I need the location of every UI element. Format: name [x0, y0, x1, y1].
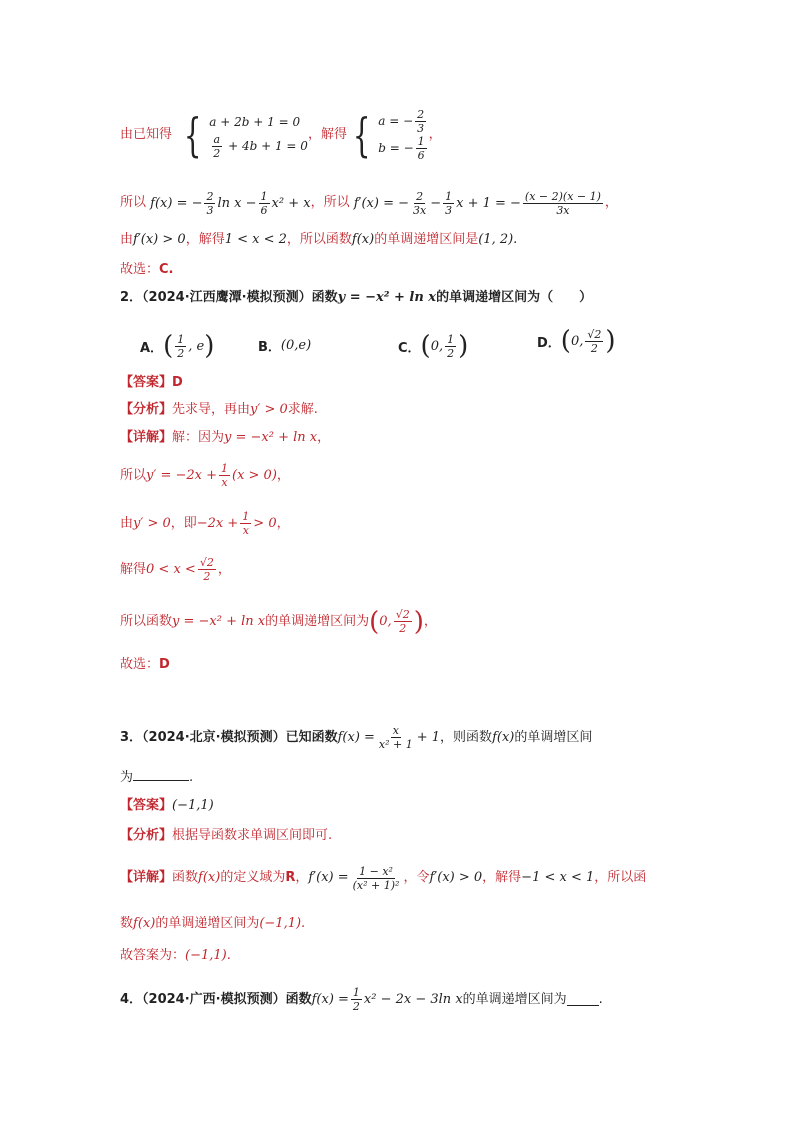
q2-choice: 故选：D	[120, 657, 170, 672]
system-solution: { a = − $\frac{2}{3}$ b = − $\frac{1}{6}$	[347, 108, 429, 162]
q2-detail: 【详解】解：因为y = −x² + ln x，	[120, 430, 331, 445]
q4-stem: 4．（2024·广西·模拟预测）函数 f(x) = $\frac{1}{2}$ x² − 2x − 3ln x 的单调递增区间为 .	[120, 986, 603, 1013]
sol1-intro: 由已知得	[120, 127, 173, 142]
q3-answer: 【答案】(−1,1)	[120, 798, 214, 813]
q2-answer: 【答案】D	[120, 375, 183, 390]
sol1-choice: 故选：C.	[120, 262, 174, 277]
sol-b: b = − $\frac{1}{6}$	[378, 135, 425, 162]
eq1: a + 2b + 1 = 0	[209, 114, 301, 129]
eq2: $\frac{a}{2}$ + 4b + 1 = 0	[213, 132, 308, 160]
sol1-line1: 由已知得 { a + 2b + 1 = 0 $\frac{a}{2}$ + 4b + 1 = 0 ，解得 { a = − $\frac{2}{3}$ b = − $\frac{1}{6}$ ，	[120, 108, 442, 162]
q2-d3: 解得 0 < x < $\frac{√2}{2}$ ，	[120, 556, 231, 583]
q3-blank[interactable]	[133, 768, 189, 781]
fprime-formula: f′(x) = − $\frac{2}{3x}$ − $\frac{1}{3}$ x + 1 = − $\frac{(x - 2)(x - 1)}{3x}$	[349, 189, 601, 217]
system-equations: { a + 2b + 1 = 0 $\frac{a}{2}$ + 4b + 1 = 0	[183, 108, 308, 162]
q2-d4: 所以函数 y = −x² + ln x 的单调递增区间为 ( 0, $\frac{√2}{2}$ ) ，	[120, 606, 437, 637]
q2-d2: 由 y′ > 0 ，即 −2x + $\frac{1}{x}$ > 0 ，	[120, 510, 290, 537]
q2-option-d: D． ( 0, $\frac{√2}{2}$ )	[537, 326, 616, 356]
sol-a: a = − $\frac{2}{3}$	[378, 108, 425, 135]
q3-d2: 数f(x)的单调递增区间为(−1,1).	[120, 916, 306, 931]
q2-d1: 所以 y′ = −2x + $\frac{1}{x}$ (x > 0) ，	[120, 462, 290, 489]
q3-final: 故答案为：(−1,1).	[120, 948, 231, 963]
q2-option-b: B． (0,e)	[258, 338, 312, 355]
sol1-mid: ，解得	[307, 127, 347, 142]
sol1-line2: 所以 f(x) = − $\frac{2}{3}$ ln x − $\frac{1}{6}$ x² + x ，所以 f′(x) = − $\frac{2}{3x}$ − $\frac{1}{3}$ x + 1 = − $\frac{(x - 2)(x - 1)}{3x}$ ，	[120, 189, 618, 217]
q3-stem-2: 为 .	[120, 770, 194, 785]
fx-formula: f(x) = − $\frac{2}{3}$ ln x − $\frac{1}{6}$ x² + x	[146, 189, 311, 217]
q2-stem: 2．（2024·江西鹰潭·模拟预测）函数y = −x² + ln x的单调递增区间为（ ）	[120, 290, 593, 305]
q4-blank[interactable]	[567, 993, 599, 1006]
q2-option-a: A． ( $\frac{1}{2}$ , e )	[140, 331, 215, 361]
sol1-line3: 由f′(x) > 0，解得1 < x < 2，所以函数f(x)的单调递增区间是(1, 2).	[120, 232, 518, 247]
q2-option-c: C． ( 0, $\frac{1}{2}$ )	[398, 331, 469, 361]
q3-analysis: 【分析】根据导函数求单调区间即可.	[120, 828, 333, 843]
q3-detail: 【详解】 函数 f(x) 的定义域为 R ， f′(x) = $\frac{\text{1 − x²}}{\text{(x² + 1)²}}$ ，令 f′(x) > 0 ，解得 −1 < x < 1 ，所以函	[120, 864, 647, 892]
q2-analysis: 【分析】先求导，再由y′ > 0求解.	[120, 402, 318, 417]
q3-stem: 3．（2024·北京·模拟预测）已知函数 f(x) = $\frac{x}{\text{x² + 1}}$ + 1 ，则函数 f(x) 的单调增区间	[120, 724, 593, 751]
